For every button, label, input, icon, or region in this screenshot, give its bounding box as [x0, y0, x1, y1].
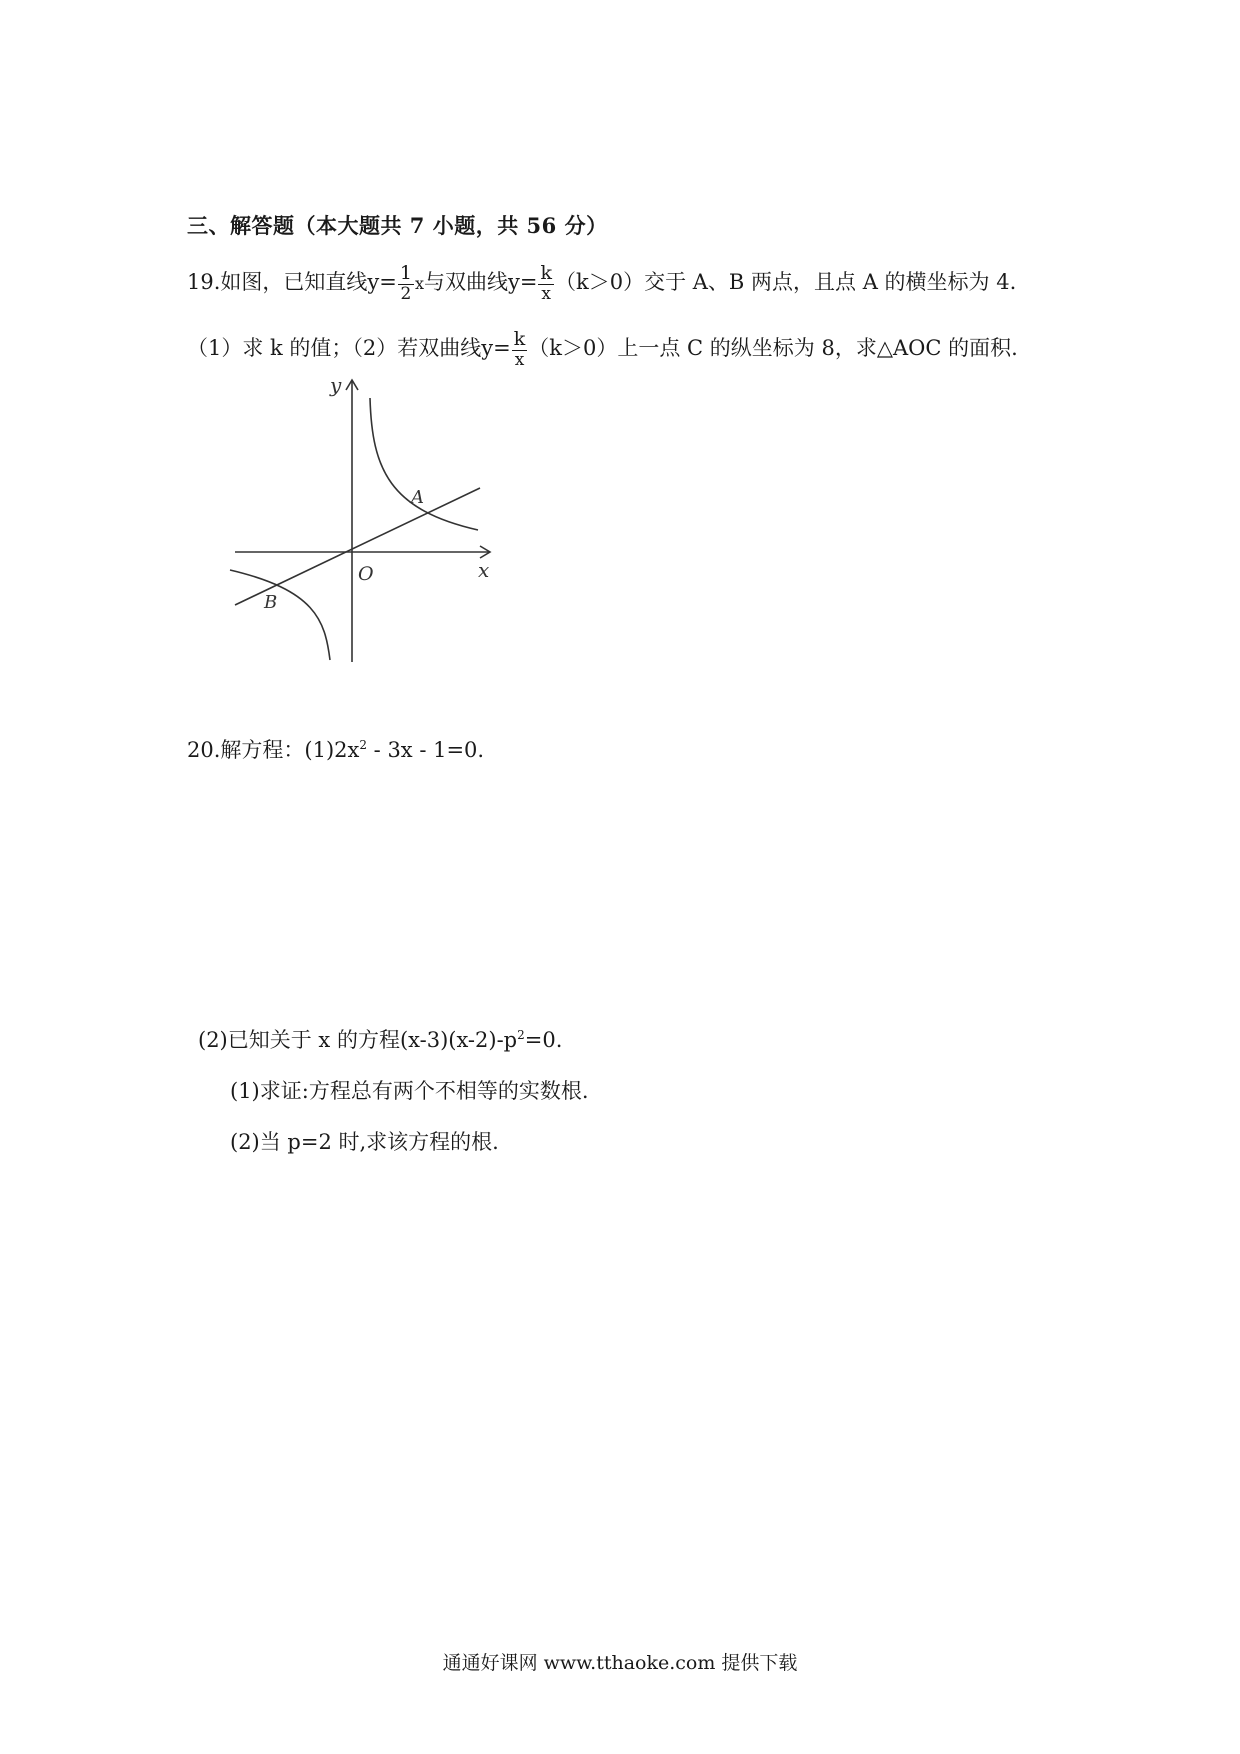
- eq2-lhs: y=: [508, 270, 538, 294]
- frac1-denominator: 2: [400, 284, 412, 304]
- page-footer: 通通好课网 www.tthaoke.com 提供下载: [442, 1652, 798, 1674]
- eq3-lhs: y=: [481, 336, 511, 360]
- fraction-one-half: [398, 264, 414, 303]
- q19-line-2: [187, 330, 1018, 369]
- fraction-k-over-x: [538, 264, 554, 303]
- q20-line-1: [187, 734, 484, 764]
- q20-text-3: (2)已知关于 x 的方程(x-3)(x-2)-p: [198, 1028, 518, 1052]
- fraction-k-over-x-2: [512, 330, 528, 369]
- q19-text-1: 19.如图，已知直线: [187, 270, 368, 294]
- q20-exp-1: 2: [359, 738, 367, 752]
- coordinate-figure: [220, 370, 510, 670]
- label-point-a: A: [411, 487, 424, 508]
- q19-text-5: （k＞0）上一点 C 的纵坐标为 8，求△AOC 的面积.: [528, 336, 1018, 360]
- label-origin: O: [358, 563, 374, 585]
- hyperbola-branch-1: [370, 398, 478, 530]
- q20-line-3: (1)求证:方程总有两个不相等的实数根.: [230, 1079, 589, 1103]
- eq1-lhs: y=: [367, 270, 397, 294]
- line-y-half-x: [235, 488, 480, 605]
- eq1-rhs: x: [414, 274, 424, 293]
- q19-line-1: [187, 264, 1016, 303]
- label-y: y: [330, 373, 342, 397]
- q20-line-2: [198, 1024, 562, 1054]
- frac3-denominator: x: [514, 350, 525, 370]
- q20-text-2: - 3x - 1=0.: [367, 738, 485, 762]
- label-point-b: B: [264, 592, 278, 613]
- q20-line-4: (2)当 p=2 时,求该方程的根.: [230, 1130, 499, 1154]
- frac2-numerator: k: [540, 262, 552, 284]
- q19-text-2: 与双曲线: [424, 270, 508, 294]
- frac1-numerator: 1: [399, 262, 412, 284]
- q20-text-4: =0.: [524, 1028, 563, 1052]
- q20-text-1: 20.解方程：(1)2x: [187, 738, 360, 762]
- label-x: x: [478, 558, 490, 582]
- q20-exp-2: 2: [517, 1028, 525, 1042]
- q19-text-4: （1）求 k 的值；（2）若双曲线: [187, 336, 482, 360]
- frac3-numerator: k: [513, 328, 526, 350]
- q19-text-3: （k＞0）交于 A、B 两点，且点 A 的横坐标为 4.: [554, 270, 1017, 294]
- frac2-denominator: x: [541, 284, 552, 304]
- section-title: 三、解答题（本大题共 7 小题，共 56 分）: [187, 213, 608, 238]
